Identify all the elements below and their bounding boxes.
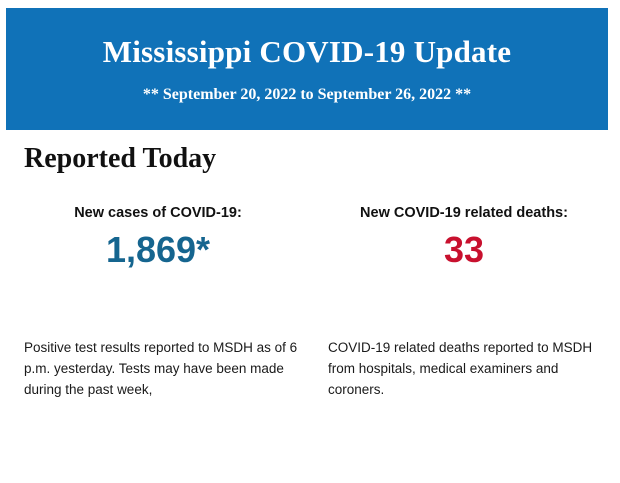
stat-value-new-cases: 1,869*: [105, 229, 211, 270]
stat-note-new-deaths: COVID-19 related deaths reported to MSDH from hospitals, medical examiners and coroners.: [328, 340, 593, 397]
stats-row: [0, 205, 620, 274]
page-title: Mississippi COVID-19 Update: [102, 34, 512, 70]
stat-new-cases: [0, 205, 310, 274]
date-range-subtitle: ** September 20, 2022 to September 26, 2022 **: [142, 85, 472, 103]
note-new-cases: [0, 338, 310, 401]
stat-label-new-cases: New cases of COVID-19:: [74, 205, 242, 221]
stat-value-new-deaths: 33: [443, 229, 485, 270]
header-banner: [6, 8, 608, 130]
note-new-deaths: [310, 338, 620, 401]
stat-new-deaths: [310, 205, 620, 274]
stat-label-new-deaths: New COVID-19 related deaths:: [360, 205, 568, 221]
section-heading-reported-today: Reported Today: [24, 143, 217, 174]
notes-row: [0, 338, 620, 401]
stat-note-new-cases: Positive test results reported to MSDH as of 6 p.m. yesterday. Tests may have been made during the past week,: [24, 340, 298, 397]
